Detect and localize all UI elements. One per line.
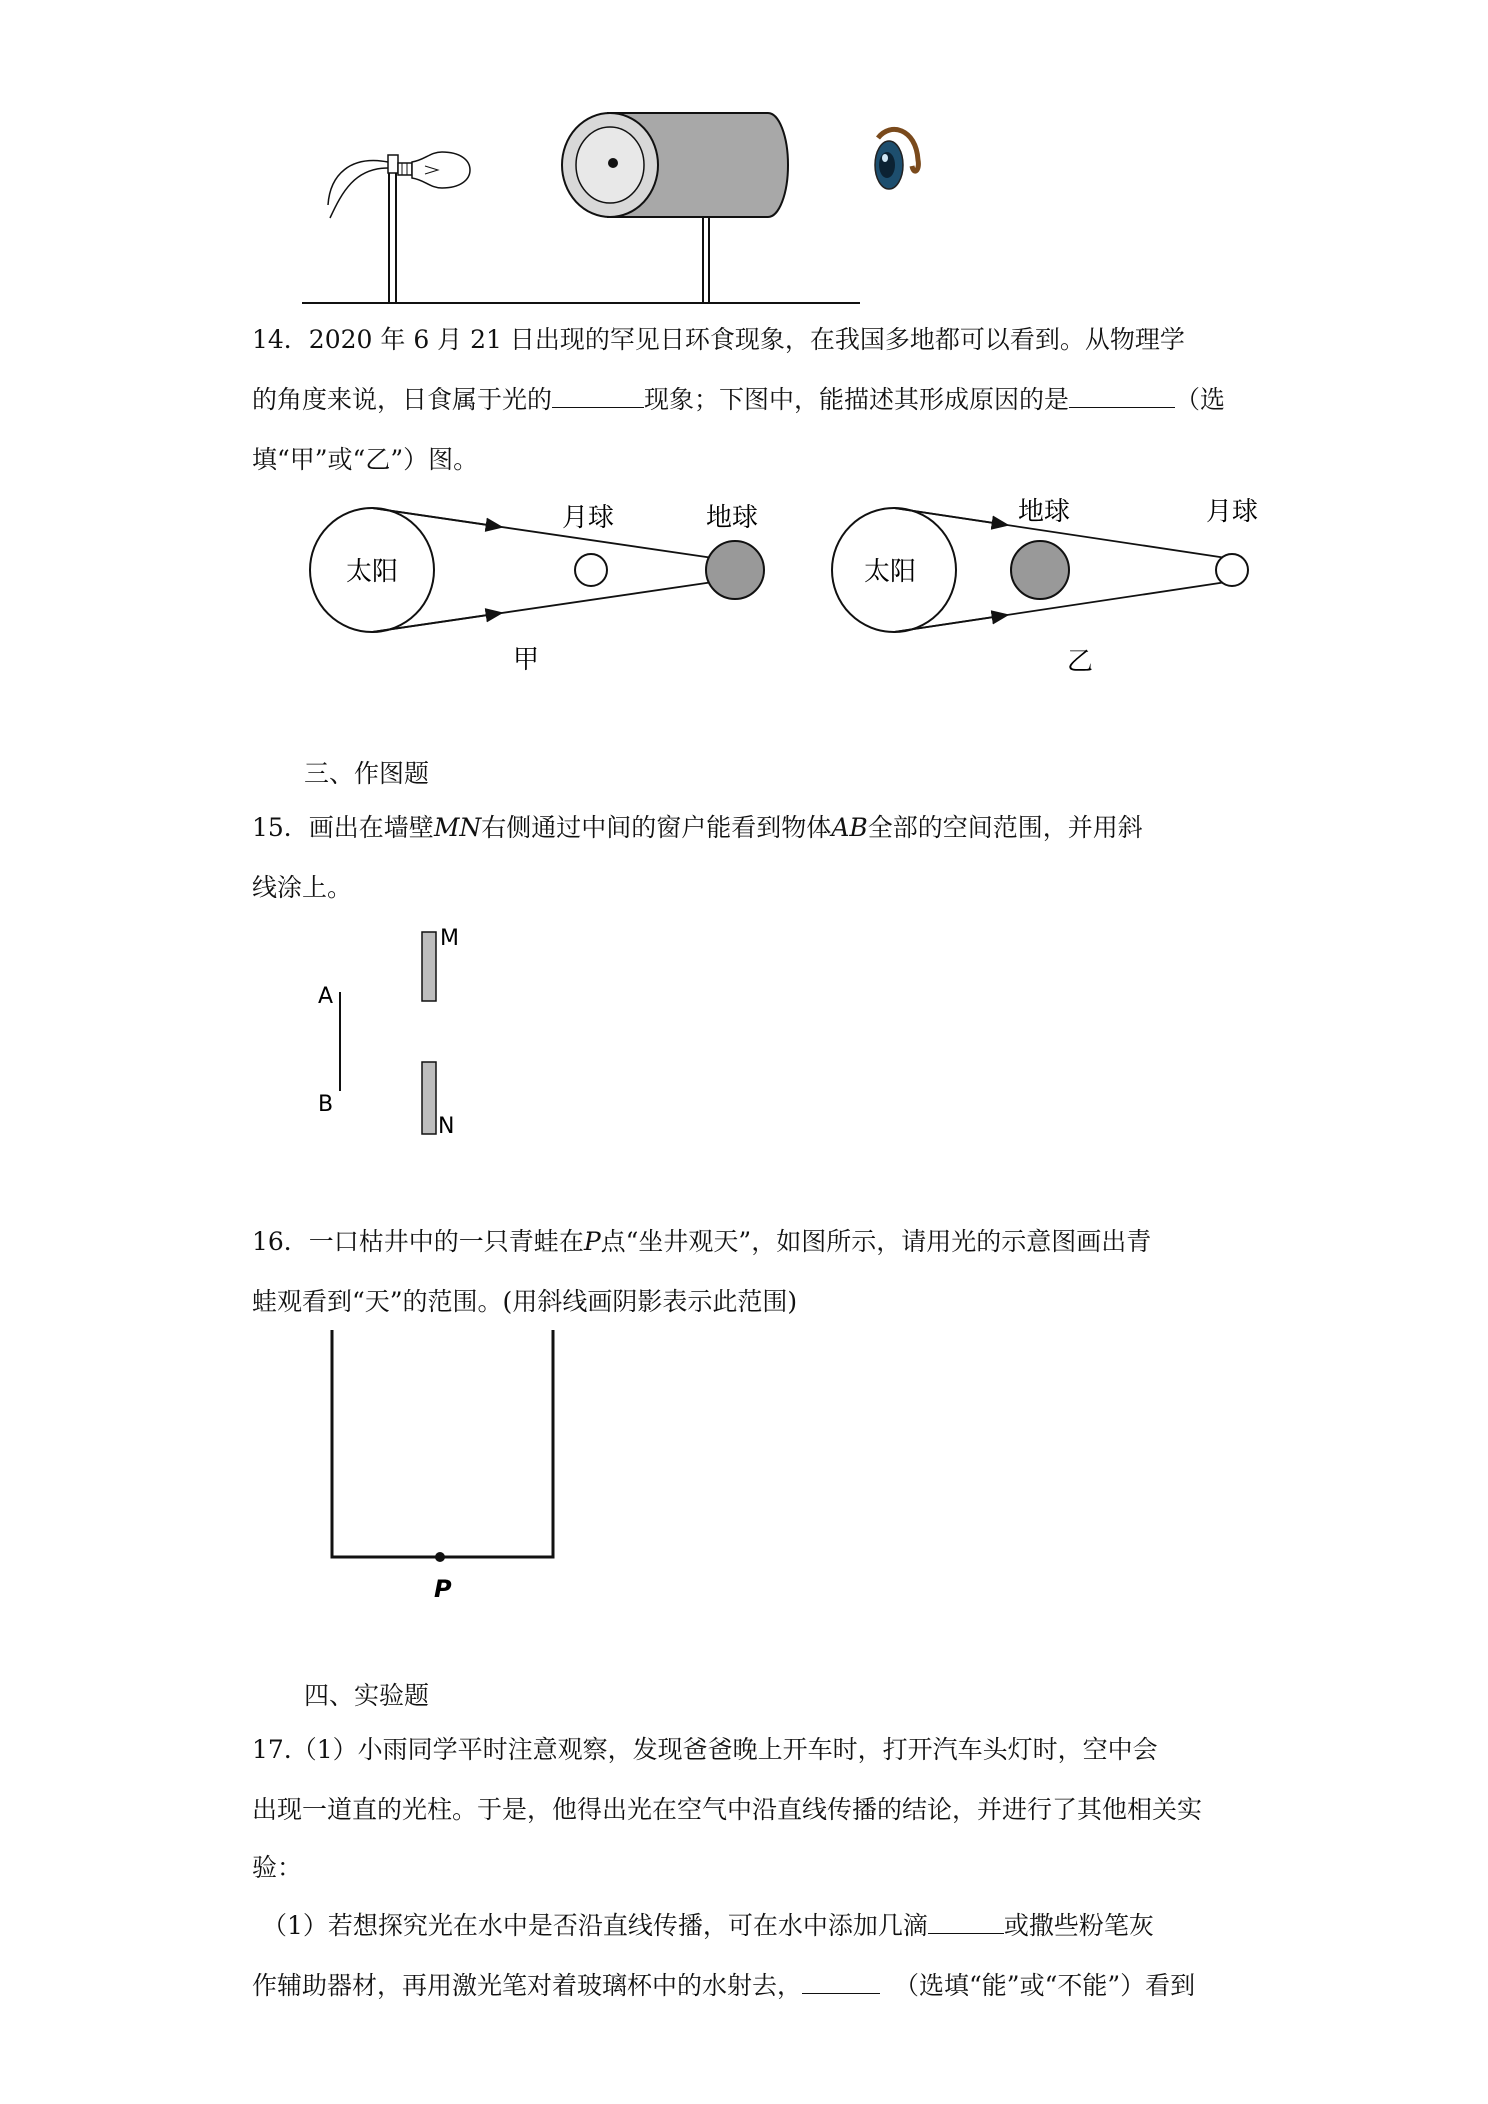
moon-circle-left bbox=[575, 554, 607, 586]
q15-mn: MN bbox=[433, 813, 482, 842]
q17-line5 bbox=[252, 1956, 1242, 2016]
well-walls bbox=[332, 1330, 553, 1557]
q16-line2: 蛙观看到“天”的范围。(用斜线画阴影表示此范围) bbox=[252, 1287, 798, 1316]
q16-p: P bbox=[583, 1227, 601, 1256]
wall-upper bbox=[422, 932, 436, 1001]
pinhole-apparatus-figure bbox=[290, 100, 930, 310]
q14-blank-1[interactable] bbox=[552, 379, 644, 408]
earth-label-right: 地球 bbox=[1017, 497, 1071, 527]
frog-point bbox=[435, 1552, 445, 1562]
cylinder-camera-icon bbox=[562, 113, 788, 303]
q14-text-c: （选 bbox=[1175, 385, 1226, 414]
q15-line1 bbox=[252, 798, 1242, 858]
q16-line1 bbox=[252, 1212, 1242, 1272]
section-4-heading: 四、实验题 bbox=[304, 1681, 430, 1710]
earth-circle-left bbox=[706, 541, 764, 599]
q17-blank-1[interactable] bbox=[928, 1905, 1004, 1934]
lamp-icon bbox=[328, 152, 470, 303]
q15-text-b: 右侧通过中间的窗户能看到物体 bbox=[481, 813, 832, 842]
q14-line3: 填“甲”或“乙”）图。 bbox=[252, 445, 479, 474]
q14-line1: 14．2020 年 6 月 21 日出现的罕见日环食现象，在我国多地都可以看到。从物理学 bbox=[252, 325, 1185, 354]
well-figure bbox=[320, 1325, 570, 1605]
q15-line2: 线涂上。 bbox=[252, 873, 353, 902]
label-m: M bbox=[440, 926, 459, 951]
wall-lower bbox=[422, 1062, 436, 1134]
q17-text-5a: 作辅助器材，再用激光笔对着玻璃杯中的水射去， bbox=[252, 1971, 803, 2000]
q16-text-a: 16．一口枯井中的一只青蛙在 bbox=[252, 1227, 584, 1256]
q15-ab: AB bbox=[831, 813, 868, 842]
moon-circle-right bbox=[1216, 554, 1248, 586]
sun-label-left: 太阳 bbox=[345, 557, 399, 587]
section-3-heading: 三、作图题 bbox=[304, 759, 430, 788]
earth-circle-right bbox=[1011, 541, 1069, 599]
q15-text-c: 全部的空间范围，并用斜 bbox=[867, 813, 1143, 842]
earth-label-left: 地球 bbox=[705, 503, 759, 533]
q17-text-4b: 或撒些粉笔灰 bbox=[1003, 1911, 1154, 1940]
q17-line4 bbox=[262, 1896, 1252, 1956]
q16-text-b: 点“坐井观天”，如图所示，请用光的示意图画出青 bbox=[600, 1227, 1152, 1256]
figure-jia bbox=[310, 503, 764, 675]
q17-text-4a: （1）若想探究光在水中是否沿直线传播，可在水中添加几滴 bbox=[262, 1911, 928, 1940]
label-n: N bbox=[438, 1114, 455, 1135]
label-p: P bbox=[434, 1575, 452, 1603]
caption-jia: 甲 bbox=[512, 645, 540, 675]
q14-blank-2[interactable] bbox=[1069, 379, 1175, 408]
label-a: A bbox=[318, 984, 334, 1009]
eye-icon bbox=[875, 129, 918, 189]
q14-text-b: 现象；下图中，能描述其形成原因的是 bbox=[644, 385, 1070, 414]
sun-label-right: 太阳 bbox=[863, 557, 917, 587]
moon-label-right: 月球 bbox=[1205, 497, 1259, 527]
label-b: B bbox=[318, 1092, 334, 1117]
q14-text-a: 的角度来说，日食属于光的 bbox=[252, 385, 553, 414]
q17-text-5b: （选填“能”或“不能”）看到 bbox=[894, 1971, 1196, 2000]
wall-window-figure bbox=[300, 915, 500, 1135]
q17-line1: 17.（1）小雨同学平时注意观察，发现爸爸晚上开车时，打开汽车头灯时，空中会 bbox=[252, 1735, 1158, 1764]
moon-label-left: 月球 bbox=[561, 503, 615, 533]
q17-line2: 出现一道直的光柱。于是，他得出光在空气中沿直线传播的结论，并进行了其他相关实 bbox=[252, 1795, 1203, 1824]
figure-yi bbox=[832, 497, 1258, 677]
q14-line2 bbox=[252, 370, 1242, 430]
q15-text-a: 15．画出在墙壁 bbox=[252, 813, 434, 842]
q17-line3: 验： bbox=[252, 1853, 303, 1882]
caption-yi: 乙 bbox=[1066, 647, 1094, 677]
q17-blank-2[interactable] bbox=[802, 1965, 880, 1994]
eclipse-figure bbox=[300, 490, 1280, 680]
